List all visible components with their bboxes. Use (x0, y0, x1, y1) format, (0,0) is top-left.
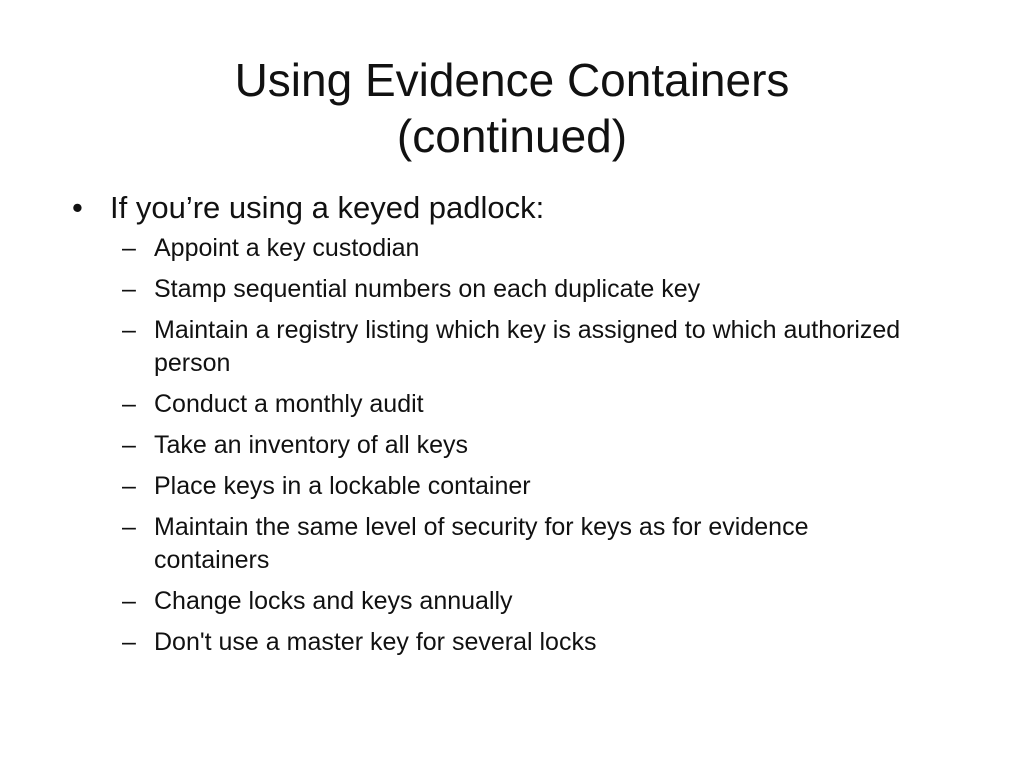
bullet-marker: • (72, 190, 83, 225)
sub-bullet (72, 585, 914, 618)
sub-bullet (72, 273, 914, 306)
sub-bullet-text: Don't use a master key for several locks (154, 628, 597, 656)
sub-bullet-text: Take an inventory of all keys (154, 431, 469, 459)
slide-title (0, 52, 1024, 164)
sub-bullet (72, 314, 914, 380)
main-bullet-text: If you’re using a keyed padlock: (110, 190, 545, 225)
main-bullet (72, 188, 972, 228)
dash-marker: – (122, 472, 136, 500)
dash-marker: – (122, 275, 136, 303)
slide-body (72, 188, 972, 667)
sub-bullet-text: Change locks and keys annually (154, 587, 513, 615)
sub-bullet (72, 470, 914, 503)
title-line-2: (continued) (396, 110, 628, 162)
sub-bullet-text: Maintain the same level of security for keys as for evidence containers (154, 513, 809, 574)
dash-marker: – (122, 628, 136, 656)
sub-bullet (72, 429, 914, 462)
sub-bullet (72, 388, 914, 421)
dash-marker: – (122, 316, 136, 344)
dash-marker: – (122, 431, 136, 459)
sub-bullet-text: Conduct a monthly audit (154, 390, 424, 418)
dash-marker: – (122, 513, 136, 541)
sub-bullet-text: Maintain a registry listing which key is assigned to which authorized person (154, 316, 901, 377)
sub-bullet-text: Appoint a key custodian (154, 234, 420, 262)
dash-marker: – (122, 390, 136, 418)
sub-bullet (72, 232, 914, 265)
dash-marker: – (122, 234, 136, 262)
title-line-1: Using Evidence Containers (234, 54, 790, 106)
sub-bullet (72, 626, 914, 659)
dash-marker: – (122, 587, 136, 615)
sub-bullet (72, 511, 914, 577)
sub-bullet-text: Stamp sequential numbers on each duplicate key (154, 275, 701, 303)
sub-bullet-list (72, 232, 972, 659)
sub-bullet-text: Place keys in a lockable container (154, 472, 531, 500)
